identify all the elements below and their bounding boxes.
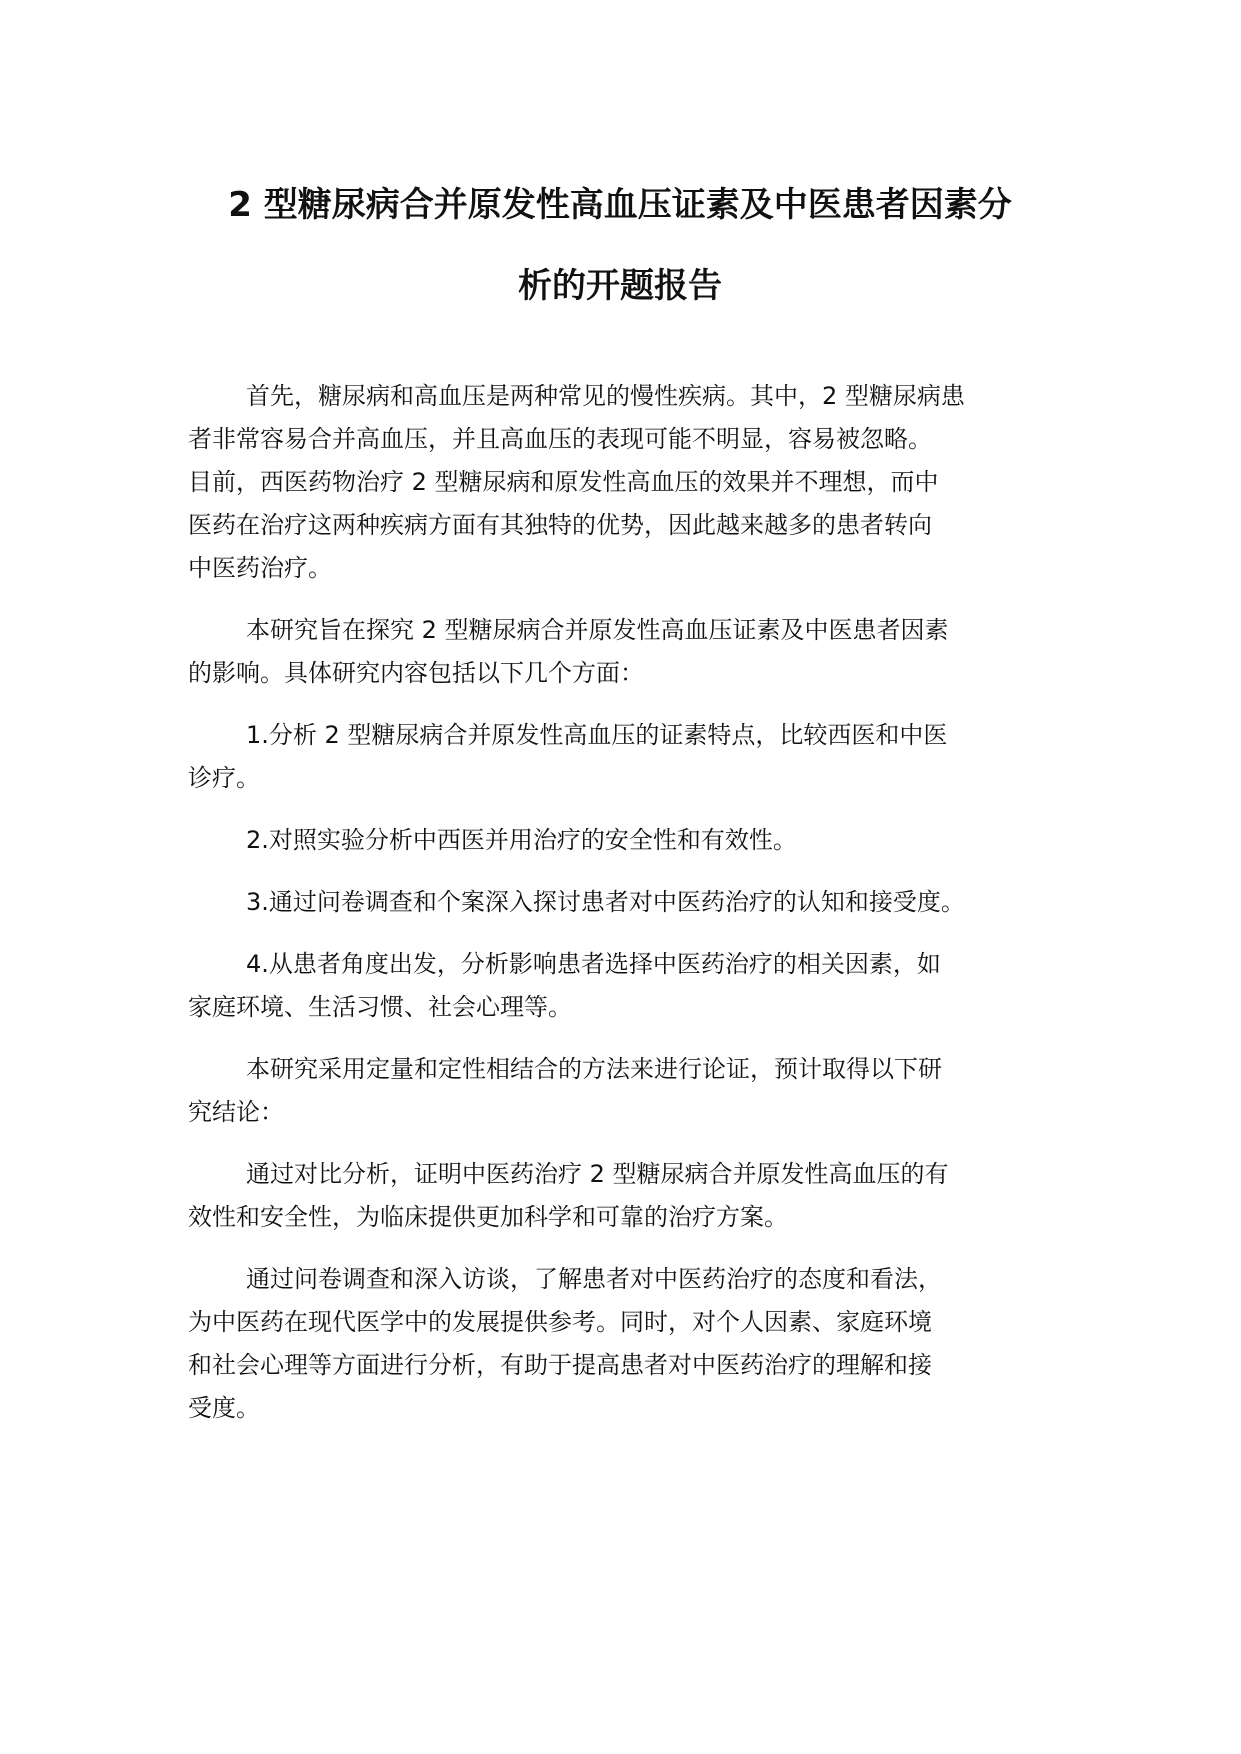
paragraph-aim	[188, 609, 1078, 695]
paragraph-line: 3.通过问卷调查和个案深入探讨患者对中医药治疗的认知和接受度。	[246, 888, 965, 916]
paragraph-line: 受度。	[188, 1394, 260, 1422]
document-title-line-2: 析的开题报告	[518, 266, 722, 306]
paragraph-line: 效性和安全性，为临床提供更加科学和可靠的治疗方案。	[188, 1203, 788, 1231]
paragraph-line: 通过问卷调查和深入访谈，了解患者对中医药治疗的态度和看法，	[246, 1265, 942, 1293]
paragraph-item-4	[188, 943, 1078, 1029]
paragraph-item-2	[188, 819, 1078, 862]
paragraph-item-1	[188, 714, 1078, 800]
document-title-line-1: 2 型糖尿病合并原发性高血压证素及中医患者因素分	[228, 185, 1012, 225]
paragraph-line: 4.从患者角度出发，分析影响患者选择中医药治疗的相关因素，如	[246, 950, 941, 978]
document-body	[188, 375, 1078, 1449]
paragraph-line: 1.分析 2 型糖尿病合并原发性高血压的证素特点，比较西医和中医	[246, 721, 948, 749]
paragraph-line: 者非常容易合并高血压，并且高血压的表现可能不明显，容易被忽略。	[188, 425, 932, 453]
paragraph-line: 通过对比分析，证明中医药治疗 2 型糖尿病合并原发性高血压的有	[246, 1160, 949, 1188]
paragraph-line: 和社会心理等方面进行分析，有助于提高患者对中医药治疗的理解和接	[188, 1351, 932, 1379]
paragraph-method	[188, 1048, 1078, 1134]
paragraph-line: 本研究旨在探究 2 型糖尿病合并原发性高血压证素及中医患者因素	[246, 616, 949, 644]
paragraph-item-3	[188, 881, 1078, 924]
paragraph-line: 医药在治疗这两种疾病方面有其独特的优势，因此越来越多的患者转向	[188, 511, 932, 539]
paragraph-conclusion-2	[188, 1258, 1078, 1430]
paragraph-conclusion-1	[188, 1153, 1078, 1239]
paragraph-background	[188, 375, 1078, 590]
paragraph-line: 目前，西医药物治疗 2 型糖尿病和原发性高血压的效果并不理想，而中	[188, 468, 939, 496]
paragraph-line: 诊疗。	[188, 764, 260, 792]
paragraph-line: 为中医药在现代医学中的发展提供参考。同时，对个人因素、家庭环境	[188, 1308, 932, 1336]
paragraph-line: 中医药治疗。	[188, 554, 332, 582]
paragraph-line: 2.对照实验分析中西医并用治疗的安全性和有效性。	[246, 826, 797, 854]
paragraph-line: 家庭环境、生活习惯、社会心理等。	[188, 993, 572, 1021]
paragraph-line: 本研究采用定量和定性相结合的方法来进行论证，预计取得以下研	[246, 1055, 942, 1083]
paragraph-line: 首先，糖尿病和高血压是两种常见的慢性疾病。其中，2 型糖尿病患	[246, 382, 965, 410]
paragraph-line: 究结论：	[188, 1098, 284, 1126]
paragraph-line: 的影响。具体研究内容包括以下几个方面：	[188, 659, 644, 687]
